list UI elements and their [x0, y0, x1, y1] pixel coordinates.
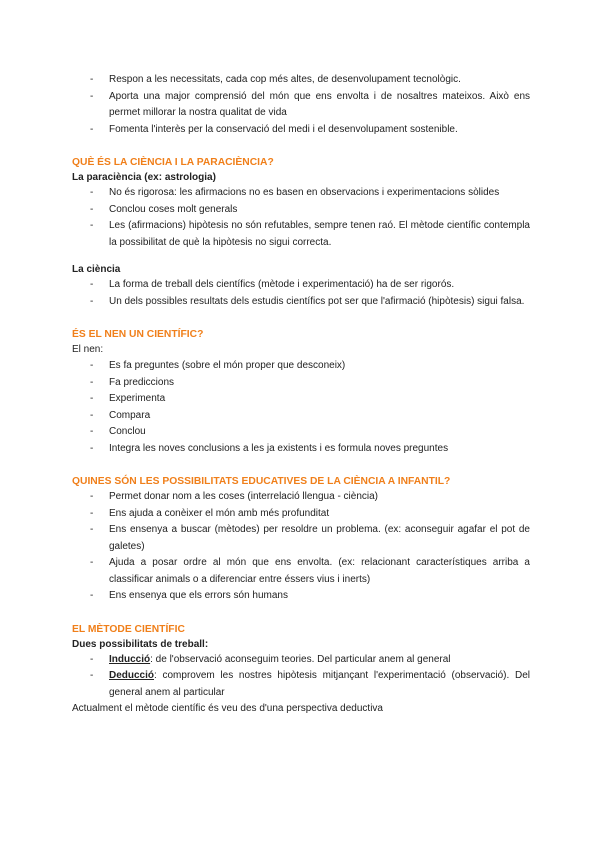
- list-item: - La forma de treball dels científics (mètode i experimentació) ha de ser rigorós.: [90, 279, 455, 290]
- list-item: - Inducció: de l'observació aconseguim teories. Del particular anem al general: [90, 653, 451, 665]
- term-deduccio: Deducció: [109, 670, 155, 681]
- list-item: - Fa prediccions: [90, 376, 175, 388]
- term-induccio: Inducció: [109, 653, 151, 665]
- list-item: - Es fa preguntes (sobre el món proper que desconeix): [90, 360, 346, 371]
- list-item: - Deducció: comprovem les nostres hipòtesis mitjançant l'experimentació (observació). Del general anem al particular: [90, 670, 530, 698]
- subheading-ciencia: La ciència: [72, 264, 121, 275]
- method-closing: Actualment el mètode científic és veu des d'una perspectiva deductiva: [72, 703, 383, 714]
- list-item: - Respon a les necessitats, cada cop més altes, de desenvolupament tecnològic.: [90, 74, 461, 85]
- list-item: - Permet donar nom a les coses (interrelació llengua - ciència): [90, 491, 379, 502]
- paraciencia-list: [72, 185, 530, 251]
- list-item: - Les (afirmacions) hipòtesis no són refutables, sempre tenen raó. El mètode científic contempla la possibilitat de què la hipòtesis no sigui correcta.: [90, 220, 530, 248]
- list-item: - Ens ensenya a buscar (mètodes) per resoldre un problema. (ex: aconseguir agafar el pot de galetes): [90, 524, 530, 552]
- list-item: - Experimenta: [90, 393, 166, 404]
- subheading-work-possibilities: Dues possibilitats de treball:: [72, 638, 209, 650]
- list-item: - Integra les noves conclusions a les ja existents i es formula noves preguntes: [90, 442, 449, 454]
- list-item: - Compara: [90, 409, 151, 421]
- list-item: - No és rigorosa: les afirmacions no es basen en observacions i experimentacions sòlides: [90, 187, 500, 198]
- heading-education: QUINES SÓN LES POSSIBILITATS EDUCATIVES DE LA CIÈNCIA A INFANTIL?: [72, 476, 451, 487]
- child-intro: El nen:: [72, 344, 104, 355]
- document-content: [72, 72, 530, 717]
- list-item: - Ajuda a posar ordre al món que ens envolta. (ex: relacionant característiques arriba a classificar animals o a diferenciar entre éssers vius i inerts): [90, 557, 530, 585]
- subheading-paraciencia: La paraciència (ex: astrologia): [72, 172, 216, 183]
- list-item: - Aporta una major comprensió del món que ens envolta i de nosaltres mateixos. Això ens permet millorar la nostra qualitat de vida: [90, 90, 530, 118]
- heading-child-scientist: ÉS EL NEN UN CIENTÍFIC?: [72, 329, 204, 340]
- child-list: [72, 358, 530, 457]
- intro-list: [72, 72, 530, 138]
- ciencia-list: [72, 277, 530, 310]
- list-item: - Conclou: [90, 426, 146, 437]
- heading-scientific-method: EL MÈTODE CIENTÍFIC: [72, 623, 185, 635]
- list-item: - Un dels possibles resultats dels estudis científics pot ser que l'afirmació (hipòtesis) sigui falsa.: [90, 295, 525, 307]
- list-item: - Ens ajuda a conèixer el món amb més profunditat: [90, 507, 330, 519]
- list-item: - Ens ensenya que els errors són humans: [90, 590, 288, 601]
- list-item: - Conclou coses molt generals: [90, 203, 238, 215]
- method-list: [72, 652, 530, 702]
- heading-science: QUÈ ÉS LA CIÈNCIA I LA PARACIÈNCIA?: [72, 157, 274, 168]
- list-item: - Fomenta l'interès per la conservació del medi i el desenvolupament sostenible.: [90, 123, 458, 135]
- education-list: [72, 489, 530, 605]
